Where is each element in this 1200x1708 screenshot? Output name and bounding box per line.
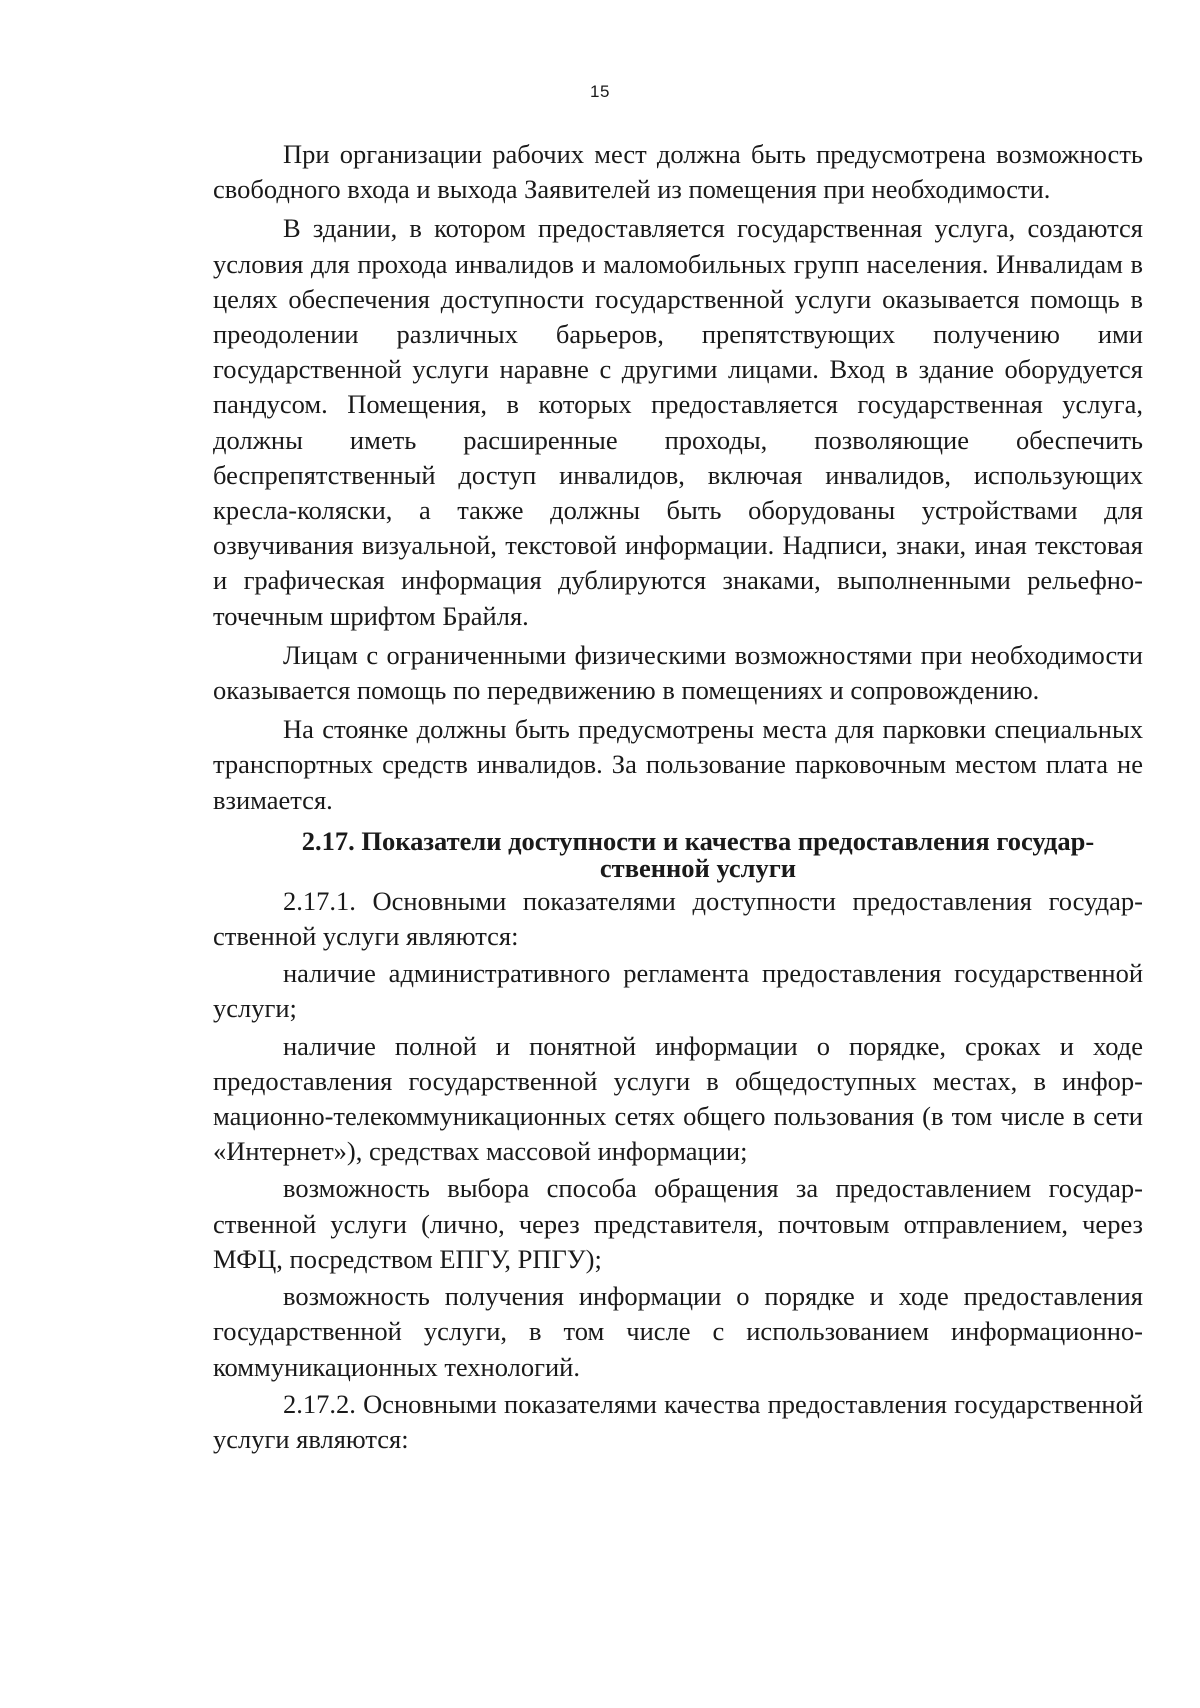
paragraph-assistance: Лицам с ограниченными физическими возможностями при необходимости оказывается помощь по передвижению в помещениях и сопровождению. [213, 639, 1143, 706]
paragraph-parking: На стоянке должны быть предусмотрены места для парковки специальных транспортных средств инвалидов. За пользование парковочным местом плата не взимается. [213, 714, 1143, 815]
document-body [213, 137, 1143, 1459]
paragraph-2-17-1: 2.17.1. Основными показателями доступности предоставления государственной услуги являются: [213, 885, 1143, 952]
section-heading-2-17: 2.17. Показатели доступности и качества предоставления государственной услуги [301, 825, 1095, 883]
list-item-choice: возможность выбора способа обращения за предоставлением государственной услуги (лично, через представителя, почтовым отправлением, через МФЦ, посредством ЕПГУ, РПГУ); [213, 1173, 1143, 1274]
list-item-information: наличие полной и понятной информации о порядке, сроках и ходе предоставления государственной услуги в общедоступных местах, в информационно-телекоммуникационных сетях общего пользования (в том числе в сети «Интернет»), средствах массовой информации; [213, 1030, 1143, 1167]
paragraph-workplace-access: При организации рабочих мест должна быть предусмотрена возможность свободного входа и выхода Заявителей из помещения при необходимости. [213, 139, 1143, 205]
list-item-ict: возможность получения информации о порядке и ходе предоставления государственной услуги, в том числе с использованием информационно-коммуникационных технологий. [213, 1281, 1143, 1382]
page-number: 15 [590, 82, 610, 101]
section-2-17-body [213, 884, 1143, 1457]
list-item-regulation: наличие административного регламента предоставления государственной услуги; [213, 958, 1143, 1024]
paragraph-building-accessibility: В здании, в котором предоставляется государственная услуга, создаются условия для прохода инвалидов и маломобильных групп населения. Инвалидам в целях обеспечения доступности государственной услуги оказывается помощь в преодолении различных барьеров, препятствующих получению ими государственной услуги наравне с другими лицами. Вход в здание оборудуется пандусом. Помещения, в которых предоставляется государственная услуга, должны иметь расширенные проходы, позволяющие обеспечить беспрепятственный доступ инвалидов, включая инвалидов, использующих кресла-коляски, а также должны быть оборудованы устройствами для озвучивания визуальной, текстовой информации. Надписи, знаки, иная текстовая и графическая информация дублируются знаками, выполненными рельефно-точечным шрифтом Брайля. [213, 213, 1143, 631]
paragraph-2-17-2: 2.17.2. Основными показателями качества предоставления государственной услуги являются: [213, 1388, 1143, 1454]
